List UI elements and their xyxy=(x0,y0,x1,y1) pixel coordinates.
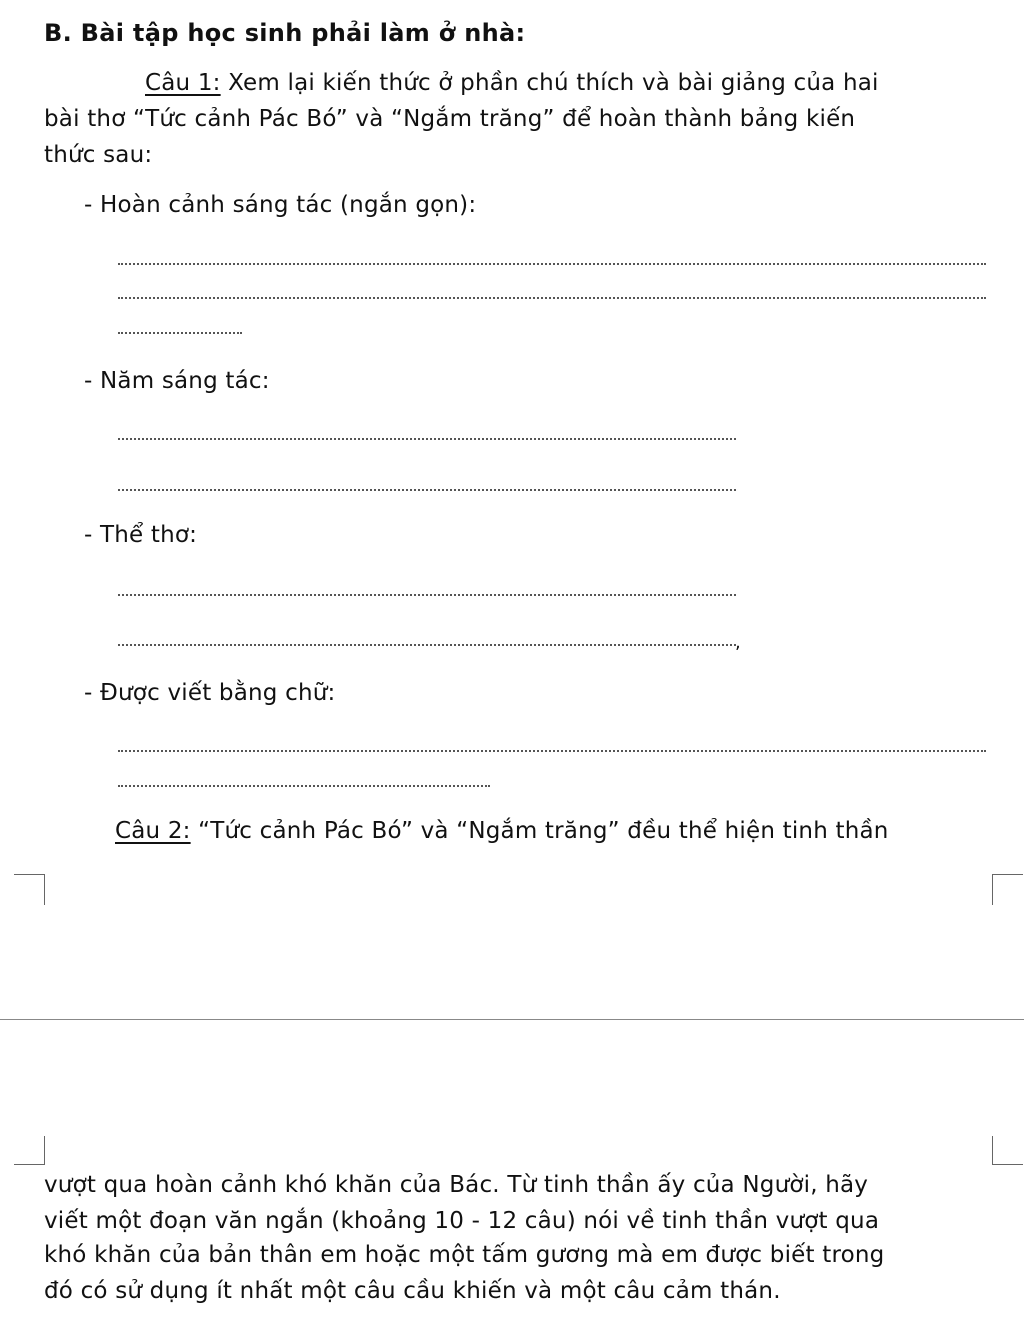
page-corner-mark xyxy=(992,1136,1023,1165)
answer-line xyxy=(118,644,736,646)
page-corner-mark xyxy=(992,874,1023,905)
question2-text-line3: viết một đoạn văn ngắn (khoảng 10 - 12 câu) nói về tinh thần vượt qua xyxy=(44,1208,880,1234)
item-poem-form: - Thể thơ: xyxy=(84,522,198,548)
item-composition-year: - Năm sáng tác: xyxy=(84,368,270,394)
question2-text-line1: “Tức cảnh Pác Bó” và “Ngắm trăng” đều thể hiện tinh thần xyxy=(190,818,889,844)
comma-mark: , xyxy=(735,632,741,653)
question2-text-line2: vượt qua hoàn cảnh khó khăn của Bác. Từ tinh thần ấy của Người, hãy xyxy=(44,1172,869,1198)
answer-line xyxy=(118,594,736,596)
question1-text-line2: bài thơ “Tức cảnh Pác Bó” và “Ngắm trăng” để hoàn thành bảng kiến xyxy=(44,106,856,132)
question1-text-line3: thức sau: xyxy=(44,142,153,168)
section-heading: B. Bài tập học sinh phải làm ở nhà: xyxy=(44,19,526,47)
answer-line xyxy=(118,297,986,299)
answer-line xyxy=(118,785,490,787)
page-break-divider xyxy=(0,1019,1024,1020)
answer-line xyxy=(118,263,986,265)
answer-line xyxy=(118,332,242,334)
question1-label: Câu 1: xyxy=(145,70,221,96)
question1-line1 xyxy=(145,68,879,98)
answer-line xyxy=(118,489,736,491)
answer-line xyxy=(118,750,986,752)
question1-text-line1: Xem lại kiến thức ở phần chú thích và bài giảng của hai xyxy=(220,70,879,96)
question2-text-line4: khó khăn của bản thân em hoặc một tấm gương mà em được biết trong xyxy=(44,1242,885,1268)
item-composition-context: - Hoàn cảnh sáng tác (ngắn gọn): xyxy=(84,192,477,218)
page-corner-mark xyxy=(14,1136,45,1165)
answer-line xyxy=(118,438,736,440)
page-corner-mark xyxy=(14,874,45,905)
question2-label: Câu 2: xyxy=(115,818,191,844)
question2-line1 xyxy=(115,816,889,846)
item-written-script: - Được viết bằng chữ: xyxy=(84,680,336,706)
question2-text-line5: đó có sử dụng ít nhất một câu cầu khiến và một câu cảm thán. xyxy=(44,1278,781,1304)
